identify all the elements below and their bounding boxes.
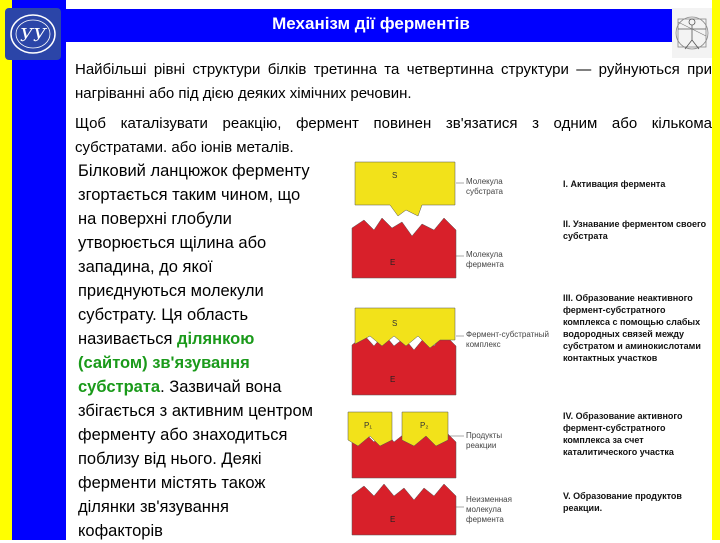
stage-4-figure [348, 412, 456, 478]
right-yellow-stripe [712, 0, 720, 540]
stage-3-text: III. Образование неактивного фермент-субстратного комплекса с помощью слабых водородных связей между субстратом и аминокислотами контактных участков [563, 293, 701, 363]
letter-e-3: E [390, 375, 396, 384]
stage-2-figure [352, 218, 456, 278]
letter-p1: P₁ [364, 421, 373, 430]
university-logo [5, 8, 61, 60]
label-unchanged-enzyme: Неизменная молекула фермента [466, 495, 512, 524]
stage-2-text: II. Узнавание ферментом своего субстрата [563, 219, 707, 241]
page-title: Механізм дії ферментів [272, 14, 470, 33]
letter-p2: P₂ [420, 421, 429, 430]
label-products: Продукты реакции [466, 431, 503, 450]
letter-e-5: E [390, 515, 396, 524]
text-part-2: . Зазвичай вона збігається з активним центром ферменту або знаходиться поблизу від нього. Деякі ферменти містять також ділянки зв'язування кофакторів [78, 378, 314, 540]
letter-s-1: S [392, 171, 398, 180]
letter-e-2: E [390, 258, 396, 267]
left-blue-stripe [12, 0, 66, 540]
logo-monogram: УУ [19, 25, 47, 46]
paragraph-catalysis: Щоб каталізувати реакцію, фермент повинен зв'язатися з одним або кількома субстратами. або іонів металів. [75, 115, 712, 156]
label-complex: Фермент-субстратный комплекс [466, 330, 549, 349]
stage-3-figure [352, 308, 456, 395]
stage-5-figure [352, 484, 456, 535]
label-enzyme-molecule: Молекула фермента [466, 250, 504, 269]
stage-1-figure [355, 162, 455, 216]
left-yellow-stripe [0, 0, 12, 540]
stage-4-text: IV. Образование активного фермент-субстратного комплекса за счет каталитического участка [563, 411, 683, 457]
binding-site-description [78, 159, 318, 543]
label-substrate-molecule: Молекула субстрата [466, 177, 503, 196]
text-part-1: Білковий ланцюжок ферменту згортається таким чином, що на поверхні глобули утворюється щілина або западина, до якої приєднуються молекули субстрату. Ця область називається [78, 162, 310, 348]
stage-1-text: I. Активация фермента [563, 179, 666, 189]
header-bar [66, 0, 712, 48]
stage-5-text: V. Образование продуктов реакции. [563, 491, 682, 513]
letter-s-3: S [392, 319, 398, 328]
binding-site-term: ділянкою (сайтом) зв'язування субстрата [78, 330, 255, 396]
vitruvian-man-icon [672, 8, 712, 58]
paragraph-structures: Найбільші рівні структури білків третинна та четвертинна структури — руйнуються при нагріванні або під дією деяких хімічних речовин. [75, 61, 712, 102]
